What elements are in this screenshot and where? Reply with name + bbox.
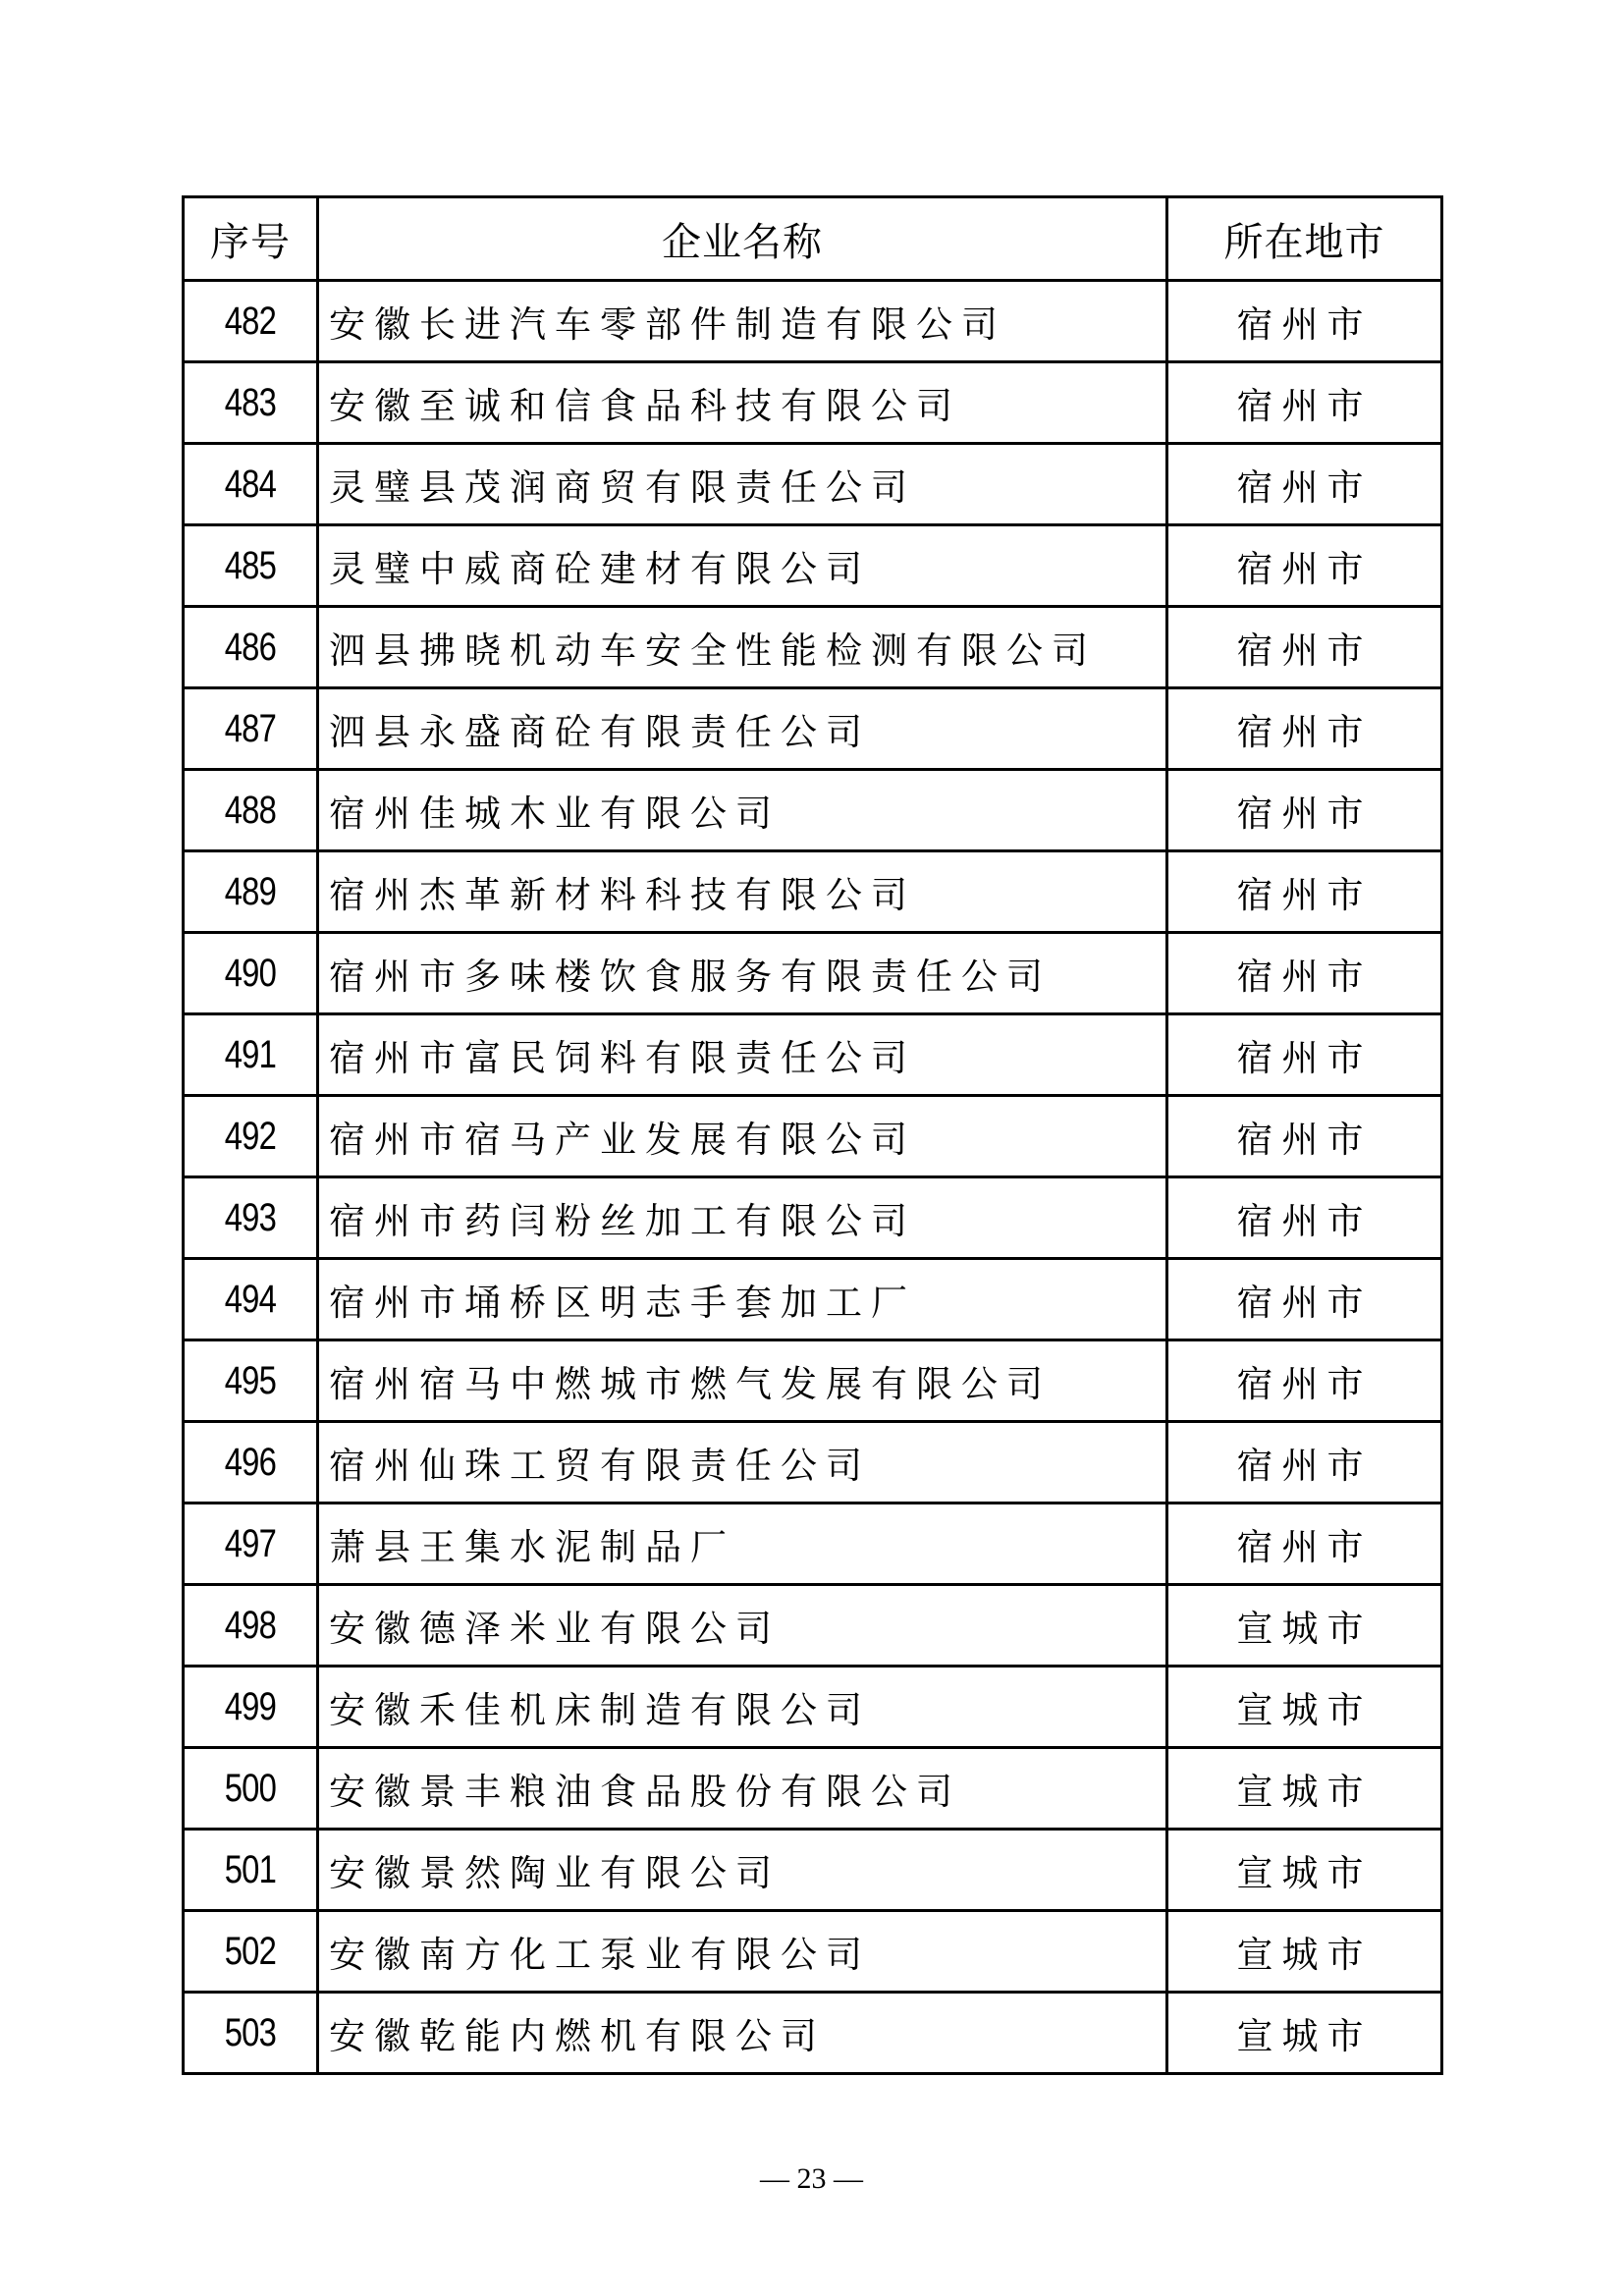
company-name-cell: 泗县拂晓机动车安全性能检测有限公司 <box>318 607 1167 688</box>
table-row <box>184 1830 1442 1911</box>
seq-cell: 484 <box>184 444 318 525</box>
city-cell: 宣城市 <box>1167 1993 1442 2074</box>
table-header-row <box>184 197 1442 281</box>
seq-cell: 488 <box>184 770 318 851</box>
table-row <box>184 1259 1442 1340</box>
table-row <box>184 1667 1442 1748</box>
table-row <box>184 607 1442 688</box>
city-cell: 宿州市 <box>1167 1503 1442 1585</box>
city-cell: 宿州市 <box>1167 1096 1442 1177</box>
city-cell: 宿州市 <box>1167 444 1442 525</box>
seq-cell: 501 <box>184 1830 318 1911</box>
company-name-cell: 宿州仙珠工贸有限责任公司 <box>318 1422 1167 1503</box>
seq-cell: 500 <box>184 1748 318 1830</box>
city-cell: 宿州市 <box>1167 1422 1442 1503</box>
table-row <box>184 688 1442 770</box>
table-row <box>184 851 1442 933</box>
seq-cell: 503 <box>184 1993 318 2074</box>
table-row <box>184 1503 1442 1585</box>
city-cell: 宿州市 <box>1167 1340 1442 1422</box>
city-cell: 宣城市 <box>1167 1911 1442 1993</box>
seq-cell: 499 <box>184 1667 318 1748</box>
city-cell: 宣城市 <box>1167 1667 1442 1748</box>
company-name-cell: 灵璧中威商砼建材有限公司 <box>318 525 1167 607</box>
header-city: 所在地市 <box>1167 197 1442 281</box>
seq-cell: 491 <box>184 1014 318 1096</box>
city-cell: 宿州市 <box>1167 688 1442 770</box>
company-name-cell: 安徽景然陶业有限公司 <box>318 1830 1167 1911</box>
company-name-cell: 安徽长进汽车零部件制造有限公司 <box>318 281 1167 362</box>
seq-cell: 494 <box>184 1259 318 1340</box>
seq-cell: 482 <box>184 281 318 362</box>
header-name: 企业名称 <box>318 197 1167 281</box>
seq-cell: 492 <box>184 1096 318 1177</box>
table-row <box>184 933 1442 1014</box>
table-row <box>184 1993 1442 2074</box>
seq-cell: 486 <box>184 607 318 688</box>
seq-cell: 502 <box>184 1911 318 1993</box>
seq-cell: 489 <box>184 851 318 933</box>
table-row <box>184 1911 1442 1993</box>
company-name-cell: 安徽禾佳机床制造有限公司 <box>318 1667 1167 1748</box>
city-cell: 宿州市 <box>1167 362 1442 444</box>
table-row <box>184 1422 1442 1503</box>
table-row <box>184 1177 1442 1259</box>
table-row <box>184 444 1442 525</box>
company-name-cell: 泗县永盛商砼有限责任公司 <box>318 688 1167 770</box>
city-cell: 宿州市 <box>1167 607 1442 688</box>
city-cell: 宿州市 <box>1167 281 1442 362</box>
city-cell: 宿州市 <box>1167 1014 1442 1096</box>
seq-cell: 483 <box>184 362 318 444</box>
table-row <box>184 1014 1442 1096</box>
company-name-cell: 安徽德泽米业有限公司 <box>318 1585 1167 1667</box>
table-row <box>184 1748 1442 1830</box>
company-name-cell: 萧县王集水泥制品厂 <box>318 1503 1167 1585</box>
company-name-cell: 安徽乾能内燃机有限公司 <box>318 1993 1167 2074</box>
table-row <box>184 1585 1442 1667</box>
table-row <box>184 1340 1442 1422</box>
company-name-cell: 宿州市富民饲料有限责任公司 <box>318 1014 1167 1096</box>
table-row <box>184 362 1442 444</box>
seq-cell: 493 <box>184 1177 318 1259</box>
city-cell: 宿州市 <box>1167 1259 1442 1340</box>
enterprise-list-table <box>182 195 1443 2075</box>
table-row <box>184 1096 1442 1177</box>
seq-cell: 487 <box>184 688 318 770</box>
city-cell: 宿州市 <box>1167 933 1442 1014</box>
city-cell: 宿州市 <box>1167 851 1442 933</box>
page-number: — 23 — <box>760 2162 863 2195</box>
company-name-cell: 宿州宿马中燃城市燃气发展有限公司 <box>318 1340 1167 1422</box>
seq-cell: 495 <box>184 1340 318 1422</box>
seq-cell: 497 <box>184 1503 318 1585</box>
company-name-cell: 宿州市宿马产业发展有限公司 <box>318 1096 1167 1177</box>
city-cell: 宣城市 <box>1167 1585 1442 1667</box>
city-cell: 宿州市 <box>1167 1177 1442 1259</box>
company-name-cell: 安徽景丰粮油食品股份有限公司 <box>318 1748 1167 1830</box>
seq-cell: 498 <box>184 1585 318 1667</box>
city-cell: 宣城市 <box>1167 1748 1442 1830</box>
company-name-cell: 宿州市埇桥区明志手套加工厂 <box>318 1259 1167 1340</box>
city-cell: 宣城市 <box>1167 1830 1442 1911</box>
company-name-cell: 安徽南方化工泵业有限公司 <box>318 1911 1167 1993</box>
company-name-cell: 宿州市多味楼饮食服务有限责任公司 <box>318 933 1167 1014</box>
table-row <box>184 281 1442 362</box>
company-name-cell: 宿州佳城木业有限公司 <box>318 770 1167 851</box>
company-name-cell: 宿州杰革新材料科技有限公司 <box>318 851 1167 933</box>
seq-cell: 496 <box>184 1422 318 1503</box>
seq-cell: 490 <box>184 933 318 1014</box>
header-seq: 序号 <box>184 197 318 281</box>
city-cell: 宿州市 <box>1167 525 1442 607</box>
table-row <box>184 525 1442 607</box>
company-name-cell: 安徽至诚和信食品科技有限公司 <box>318 362 1167 444</box>
company-name-cell: 灵璧县茂润商贸有限责任公司 <box>318 444 1167 525</box>
seq-cell: 485 <box>184 525 318 607</box>
company-name-cell: 宿州市药闫粉丝加工有限公司 <box>318 1177 1167 1259</box>
table-row <box>184 770 1442 851</box>
city-cell: 宿州市 <box>1167 770 1442 851</box>
